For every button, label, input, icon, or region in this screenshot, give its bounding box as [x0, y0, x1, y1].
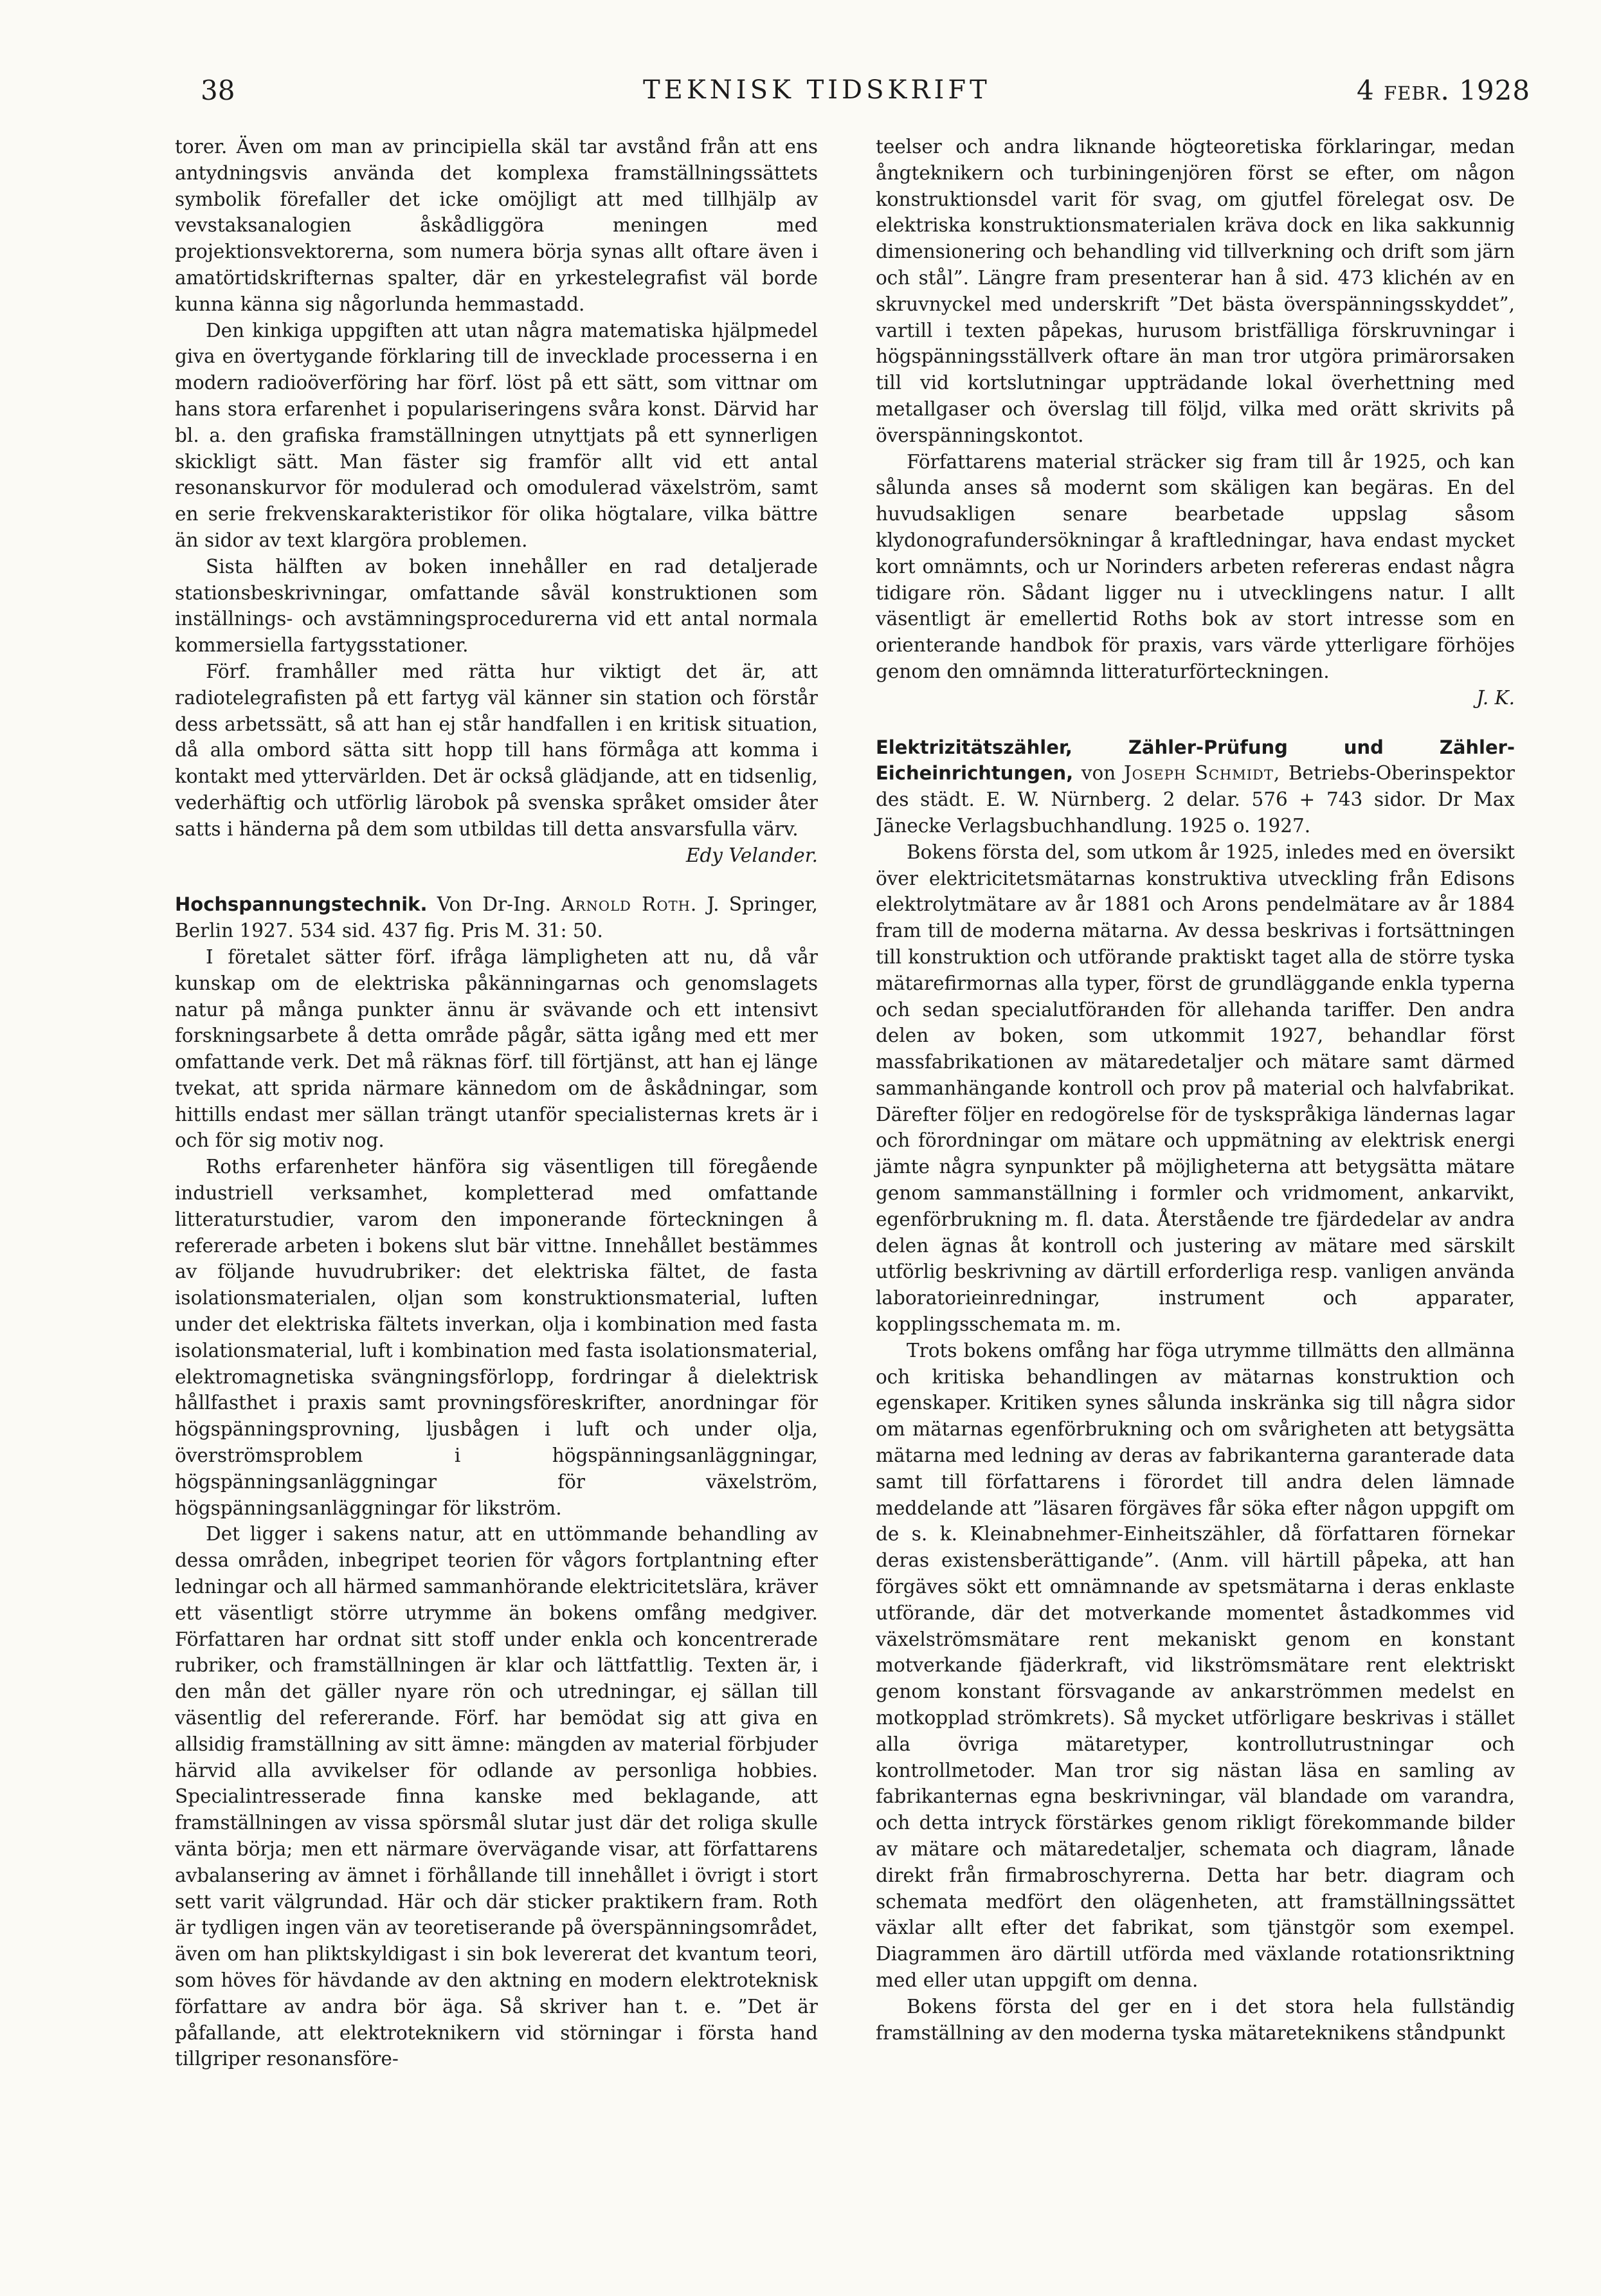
review-heading: [876, 734, 1515, 839]
paragraph: teelser och andra liknande högteoretiska förklaringar, medan ångteknikern och turbiningenjören först se efter, om någon konstruktionsdel varit för svag, om gjutfel förelegat osv. De elektriska konstruktionsmaterialen kräva dock en lika sakkunnig dimensionering och behandling vid tillverkning och drift som järn och stål”. Längre fram presenterar han å sid. 473 klichén av en skruvnyckel med underskrift ”Det bästa överspänningsskyddet”, vartill i texten påpekas, hurusom bristfälliga förskruvningar i högspänningsställverk oftare än man tror utgöra primärorsaken till vid kortslutningar uppträdande lokal överhettning med metallgaser och överslag till följd, vilka med orätt skrivits på överspänningskontot.: [876, 136, 1515, 446]
right-column: [876, 134, 1515, 2046]
paragraph: Det ligger i sakens natur, att en uttömmande behandling av dessa områden, inbegripet teorien för vågors fortplantning efter ledningar och all härmed sammanhörande elektricitetslära, kräver ett väsentligt större utrymme än bokens omfång medgiver. Författaren har ordnat sitt stoff under enkla och koncentrerade rubriker, och framställningen är klar och lättfattlig. Texten är, i den mån det gäller nyare rön och utredningar, ej sällan till väsentlig del refererande. Förf. har bemödat sig att giva en allsidig framställning av sitt ämne: mängden av material förbjuder härvid alla avvikelser för odlande av personliga hobbies. Specialintresserade finna kanske med beklagande, att framställningen av vissa spörsmål slutar just där det roliga skulle vänta börja; men ett närmare övervägande visar, att författarens avbalansering av ämnet i förhållande till innehållet i övrigt i stort sett varit välgrundad. Här och där sticker praktikern fram. Roth är tydligen ingen vän av teoretiserande på överspänningsområdet, även om han pliktskyldigast i sin bok levererat det kvantum teori, som höves för hävdande av den aktning en modern elektroteknisk författare av andra bör äga. Så skriver han t. e. ”Det är påfallande, att elektroteknikern vid störningar i första hand tillgriper resonansföre-: [175, 1523, 818, 2070]
page-number: 38: [201, 75, 235, 106]
journal-title: TEKNISK TIDSKRIFT: [643, 75, 991, 105]
review-meta: Betriebs-Oberinspektor des städt. E. W. Nürnberg. 2 delar. 576 + 743 sidor. Dr Max Jänecke Verlagsbuchhandlung. 1925 o. 1927.: [876, 762, 1515, 837]
paragraph: Förf. framhåller med rätta hur viktigt det är, att radiotelegrafisten på ett fartyg väl känner sin station och förstår dess arbetssätt, så att han ej står handfallen i en kritisk situation, då alla ombord sätta sitt hopp till hans förmåga att komma i kontakt med yttervärlden. Det är också glädjande, att en tidsenlig, vederhäftig och utförlig lärobok på svenska språket omsider åter satts i händerna på dem som utbildas till detta ansvarsfulla värv.: [175, 660, 818, 840]
paragraph: Roths erfarenheter hänföra sig väsentligen till föregående industriell verksamhet, kompletterad med omfattande litteraturstudier, varom den imponerande förteckningen å refererade arbeten i bokens slut bär vittne. Innehållet bestämmes av följande huvudrubriker: det elektriska fältet, de fasta isolationsmaterialen, oljan som konstruktionsmaterial, luften under det elektriska fältets inverkan, olja i kombination med fasta isolationsmaterial, luft i kombination med fasta isolationsmaterial, elektromagnetiska svängningsförlopp, fordringar å dielektrisk hållfasthet i praxis samt provningsföreskrifter, anordningar för högspänningsprovning, ljusbågen i luft och under olja, överströmsproblem i högspänningsanläggningar, högspänningsanläggningar för växelström, högspänningsanläggningar för likström.: [175, 1156, 818, 1519]
issue-date: [1357, 77, 1530, 104]
paragraph: Bokens första del ger en i det stora hela fullständig framställning av den moderna tyska mätareteknikens ståndpunkt: [876, 1995, 1515, 2044]
review-title: Elektrizitätszähler, Zähler-Prüfung und Zähler-Eicheinrichtungen,: [876, 736, 1515, 785]
paragraph: Bokens första del, som utkom år 1925, inledes med en översikt över elektricitetsmätarnas konstruktiva utveckling från Edisons elektrolytmätare av år 1881 och Arons pendelmätare av år 1884 fram till de moderna mätarna. Av dessa beskrivas i fortsättningen till konstruktion och utförande praktiskt taget alla de större tyska mätarefirmornas alla typer, först de grundläggande enkla typerna och sedan specialutförанden för allehanda tariffer. Den andra delen av boken, som utkommit 1927, behandlar först massfabrikationen av mätaredetaljer och mätare samt därmed sammanhängande kontroll och prov på material och halvfabrikat. Därefter följer en redogörelse för de tyskspråkiga ländernas lagar och förordningar om mätare och uppmätning av elektrisk energi jämte några synpunkter på möjligheterna att betygsätta mätare genom sammanställning i formler och vridmoment, ankarvikt, egenförbrukning m. fl. data. Återstående tre fjärdedelar av andra delen ägnas åt kontroll och justering av mätare med särskilt utförlig beskrivning av därtill erforderliga resp. vanligen använda laboratorieinredningar, instrument och apparater, kopplingsschemata m. m.: [876, 841, 1515, 1336]
paragraph: I företalet sätter förf. ifråga lämpligheten att nu, då vår kunskap om de elektriska påkänningarnas och genomslagets natur på många punkter ännu är svävande och ett intensivt forskningsarbete å detta område pågår, sätta igång med ett mer omfattande verk. Det må räknas förf. till förtjänst, att han ej länge tvekat, att sprida närmare kännedom om de åskådningar, som hittills endast mer sällan trängt utanför specialisternas krets är i och för sig motiv nog.: [175, 945, 818, 1152]
issue-date-text: 4 febr. 1928: [1357, 75, 1531, 106]
signature: J. K.: [1476, 686, 1515, 709]
review-author: Arnold Roth.: [561, 893, 698, 916]
review-title: Hochspannungstechnik.: [175, 893, 428, 916]
paragraph: Trots bokens omfång har föga utrymme tillmätts den allmänna och kritiska behandlingen av mätarnas konstruktion och egenskaper. Kritiken synes sålunda inskränka sig till några sidor om mätarnas egenförbrukning och om svårigheten att betygsätta mätarna med ledning av deras av fabrikanterna garanterade data samt till författarens i förordet till andra delen lämnade meddelande att ”läsaren förgäves får söka efter någon uppgift om de s. k. Kleinabnehmer-Einheitszähler, då författaren förnekar deras existensberättigande”. (Anm. vill härtill påpeka, att han förgäves sökt ett omnämnande av spetsmätarna i deras enklaste utförande, där det motverkande momentet åstadkommes vid växelströmsmätare rent mekaniskt genom en konstant motverkande fjäderkraft, vid likströmsmätare rent elektriskt genom konstant försvagande av ankarströmmen medelst en motkopplad strömkrets). Så mycket utförligare beskrivas i stället alla övriga mätaretyper, kontrollutrustningar och kontrollmetoder. Man tror sig nästan läsa en samling av fabrikanternas egna beskrivningar, väl blandade om varandra, och detta intryck förstärkes genom rikligt förekommande bilder av mätare och mätaredetaljer, schemata och diagram, lånade direkt från firmabroschyrerna. Detta har betr. diagram och schemata medfört den olägenheten, att framställningssättet växlar allt efter det fabrikat, som tjänstgör som exempel. Diagrammen äro därtill utförda med växlande rotationsriktning med eller utan uppgift om denna.: [876, 1339, 1515, 1991]
paragraph: Författarens material sträcker sig fram till år 1925, och kan sålunda anses så modernt som skäligen kan begäras. En del huvudsakligen senare bearbetade uppslag såsom klydonografundersökningar å kraftledningar, hava endast mycket kort omnämnts, och ur Norinders arbeten refereras endast några tidigare rön. Sådant ligger nu i utvecklingens natur. I allt väsentligt är emellertid Roths bok av stort intresse som en orienterande handbok för praxis, vars värde ytterligare förhöjes genom den omnämnda litteraturförteckningen.: [876, 450, 1515, 682]
paragraph: torer. Även om man av principiella skäl tar avstånd från att ens antydningsvis använda det komplexa framställningssättets symbolik förefaller det icke omöjligt att med tillhjälp av vevstaksanalogien åskådliggöra meningen med projektionsvektorerna, som numera börja synas allt oftare även i amatörtidskrifternas spalter, där en yrkestelegrafist väl borde kunna känna sig någorlunda hemmastadd.: [175, 136, 818, 315]
review-meta: J. Springer, Berlin 1927. 534 sid. 437 fig. Pris M. 31: 50.: [175, 893, 818, 942]
review-by: von: [1081, 762, 1116, 785]
signature: Edy Velander.: [685, 844, 818, 866]
review-author: Joseph Schmidt,: [1123, 762, 1281, 785]
review-by: Von Dr-Ing.: [437, 893, 552, 916]
review-heading: [175, 891, 818, 944]
paragraph: Sista hälften av boken innehåller en rad detaljerade stationsbeskrivningar, omfattande såväl konstruktionen som inställnings- och avstämningsprocedurerna vid ett antal normala kommersiella fartygsstationer.: [175, 555, 818, 657]
left-column: [175, 134, 818, 2072]
paragraph: Den kinkiga uppgiften att utan några matematiska hjälpmedel giva en övertygande förklaring till de invecklade processerna i en modern radioöverföring har förf. löst på ett sätt, som vittnar om hans stora erfarenhet i populariseringens svåra konst. Därvid har bl. a. den grafiska framställningen utnyttjats på ett synnerligen skickligt sätt. Man fäster sig framför allt vid ett antal resonanskurvor för modulerad och omodulerad växelström, samt en serie frekvenskarakteristikor för olika högtalare, vilka bättre än sidor av text klargöra problemen.: [175, 319, 818, 551]
